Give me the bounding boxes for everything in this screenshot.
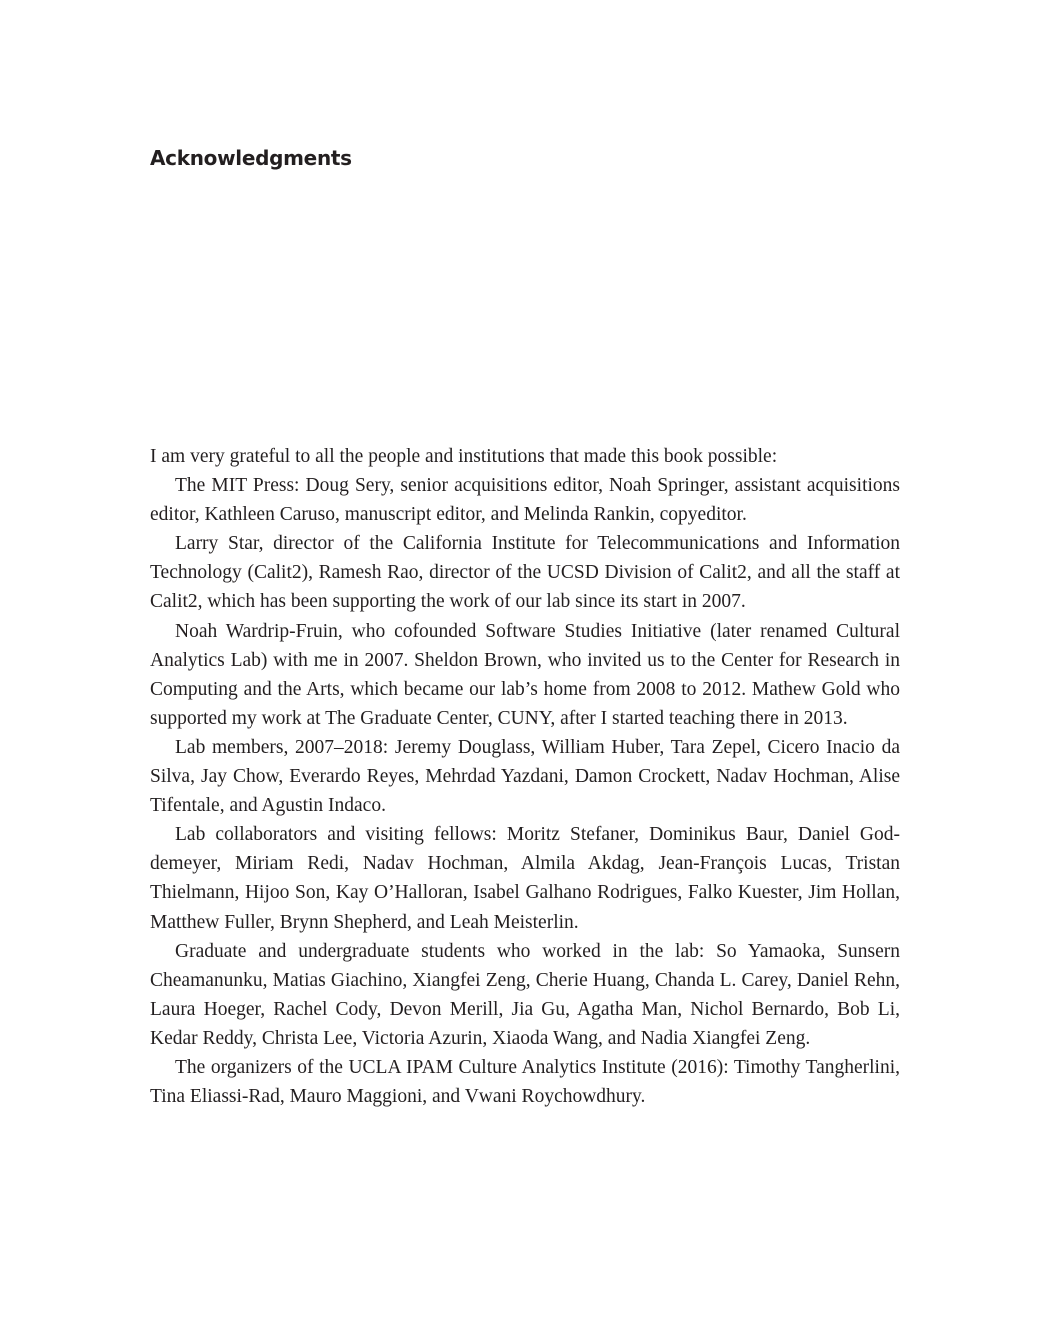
paragraph-calit2: Larry Star, director of the California Institute for Telecommunications and Information Technology (Calit2), Ramesh Rao, director of the UCSD Division of Calit2, and all the staff at Calit2, which has been supporting the work of our lab since its start in 2007. [150,533,900,613]
paragraph-ipam-organizers: The organizers of the UCLA IPAM Culture Analytics Institute (2016): Timothy Tangherlini, Tina Eliassi-Rad, Mauro Maggioni, and Vwani Roychowdhury. [150,1056,900,1108]
paragraph-intro: I am very grateful to all the people and institutions that made this book possible: [150,446,778,467]
paragraph-lab-members: Lab members, 2007–2018: Jeremy Douglass, William Huber, Tara Zepel, Cicero Inacio da Silva, Jay Chow, Everardo Reyes, Mehrdad Yazdani, Damon Crockett, Nadav Hochman, Alise Tifentale, and Agustin Indaco. [150,736,900,817]
acknowledgments-body [150,442,900,1111]
page-title: Acknowledgments [150,146,352,170]
paragraph-collaborators: Lab collaborators and visiting fellows: Moritz Stefaner, Dominikus Baur, Daniel Goddemeyer, Miriam Redi, Nadav Hochman, Almila Akdag, Jean-François Lucas, Tristan Thielmann, Hijoo Son, Kay O’Halloran, Isabel Galhano Rodrigues, Falko Kuester, Jim Hollan, Matthew Fuller, Brynn Shepherd, and Leah Meisterlin. [150,824,900,933]
paragraph-mit-press: The MIT Press: Doug Sery, senior acquisitions editor, Noah Springer, assistant acquisitions editor, Kathleen Caruso, manuscript editor, and Melinda Rankin, copyeditor. [150,475,900,526]
paragraph-students: Graduate and undergraduate students who worked in the lab: So Yamaoka, Sunsern Cheamanunku, Matias Giachino, Xiangfei Zeng, Cherie Huang, Chanda L. Carey, Daniel Rehn, Laura Hoeger, Rachel Cody, Devon Merill, Jia Gu, Agatha Man, Nichol Bernardo, Bob Li, Kedar Reddy, Christa Lee, Victoria Azurin, Xiaoda Wang, and Nadia Xiangfei Zeng. [150,940,900,1049]
paragraph-cofounders: Noah Wardrip-Fruin, who cofounded Software Studies Initiative (later renamed Cultural Analytics Lab) with me in 2007. Sheldon Brown, who invited us to the Center for Research in Computing and the Arts, which became our lab’s home from 2008 to 2012. Mathew Gold who supported my work at The Graduate Center, CUNY, after I started teaching there in 2013. [150,620,900,729]
